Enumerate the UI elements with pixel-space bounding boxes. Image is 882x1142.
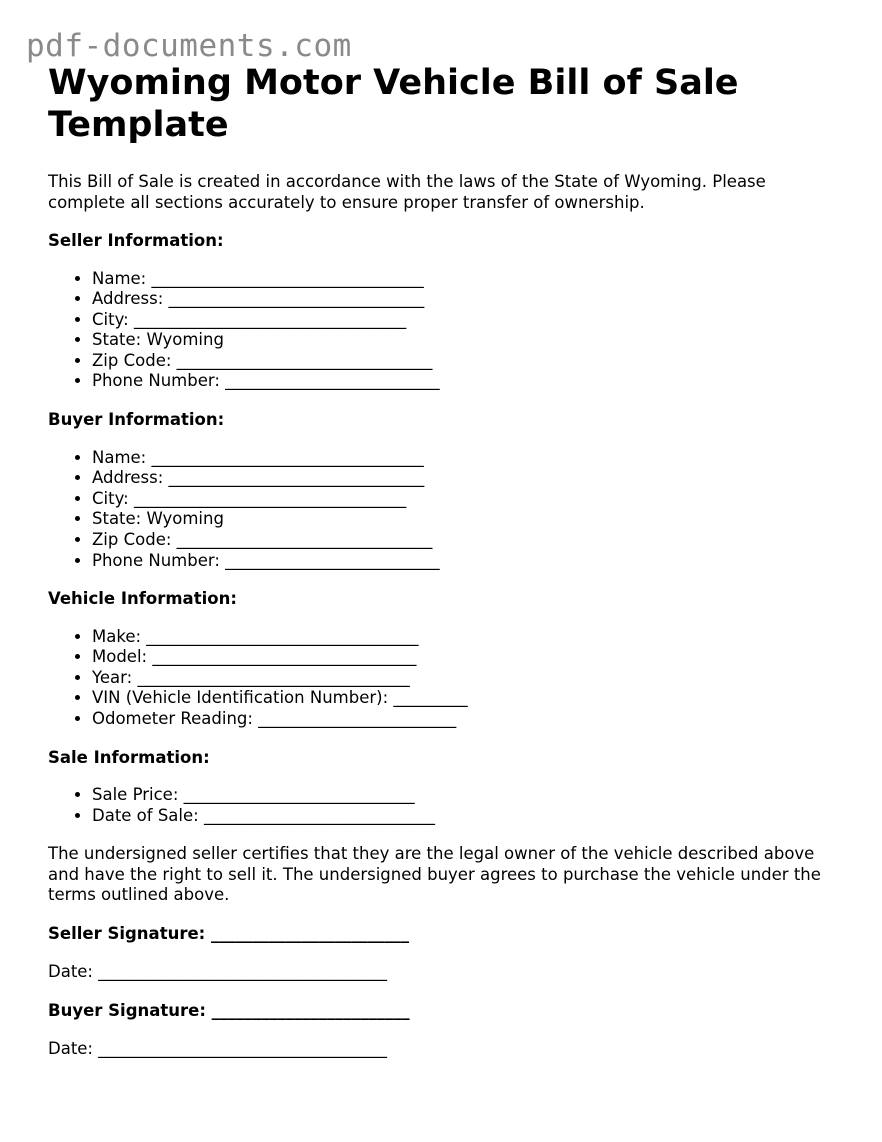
buyer-section — [48, 410, 848, 571]
sale-section — [48, 748, 848, 827]
sale-heading: Sale Information: — [48, 747, 210, 767]
buyer-city-field: • City: _________________________________ — [92, 489, 848, 510]
certification-paragraph: The undersigned seller certifies that they are the legal owner of the vehicle described above and have the right to sell it. The undersigned buyer agrees to purchase the vehicle under the terms outlined above. — [48, 844, 821, 905]
seller-date-line: Date: ___________________________________ — [48, 962, 387, 982]
seller-phone-field: • Phone Number: __________________________ — [92, 371, 848, 392]
vehicle-year-field: • Year: _________________________________ — [92, 668, 848, 689]
buyer-signature-line: Buyer Signature: ________________________ — [48, 1000, 410, 1020]
sale-field-list — [48, 785, 848, 826]
sale-price-field: • Sale Price: ____________________________ — [92, 785, 848, 806]
document-page — [48, 62, 848, 1060]
seller-field-list — [48, 269, 848, 393]
vehicle-make-field: • Make: _________________________________ — [92, 627, 848, 648]
intro-paragraph: This Bill of Sale is created in accordance with the laws of the State of Wyoming. Please complete all sections accurately to ensure proper transfer of ownership. — [48, 172, 766, 212]
seller-address-field: • Address: _______________________________ — [92, 289, 848, 310]
buyer-date-line: Date: ___________________________________ — [48, 1039, 387, 1059]
buyer-address-field: • Address: _______________________________ — [92, 468, 848, 489]
seller-city-field: • City: _________________________________ — [92, 310, 848, 331]
seller-section — [48, 231, 848, 392]
vehicle-section — [48, 589, 848, 729]
page-title: Wyoming Motor Vehicle Bill of Sale Template — [48, 63, 739, 145]
sale-date-field: • Date of Sale: ____________________________ — [92, 806, 848, 827]
watermark: pdf-documents.com — [26, 28, 352, 64]
vehicle-field-list — [48, 627, 848, 730]
buyer-state-field: • State: Wyoming — [92, 509, 848, 530]
buyer-field-list — [48, 448, 848, 572]
vehicle-odometer-field: • Odometer Reading: ________________________ — [92, 709, 848, 730]
seller-heading: Seller Information: — [48, 231, 224, 250]
buyer-name-field: • Name: _________________________________ — [92, 448, 848, 469]
seller-zip-field: • Zip Code: _______________________________ — [92, 351, 848, 372]
seller-name-field: • Name: _________________________________ — [92, 269, 848, 290]
buyer-zip-field: • Zip Code: _______________________________ — [92, 530, 848, 551]
seller-signature-line: Seller Signature: ________________________ — [48, 923, 409, 943]
buyer-heading: Buyer Information: — [48, 410, 225, 430]
buyer-phone-field: • Phone Number: __________________________ — [92, 551, 848, 572]
vehicle-model-field: • Model: ________________________________ — [92, 647, 848, 668]
seller-state-field: • State: Wyoming — [92, 330, 848, 351]
vehicle-vin-field: • VIN (Vehicle Identification Number): _________ — [92, 688, 848, 709]
vehicle-heading: Vehicle Information: — [48, 589, 237, 609]
